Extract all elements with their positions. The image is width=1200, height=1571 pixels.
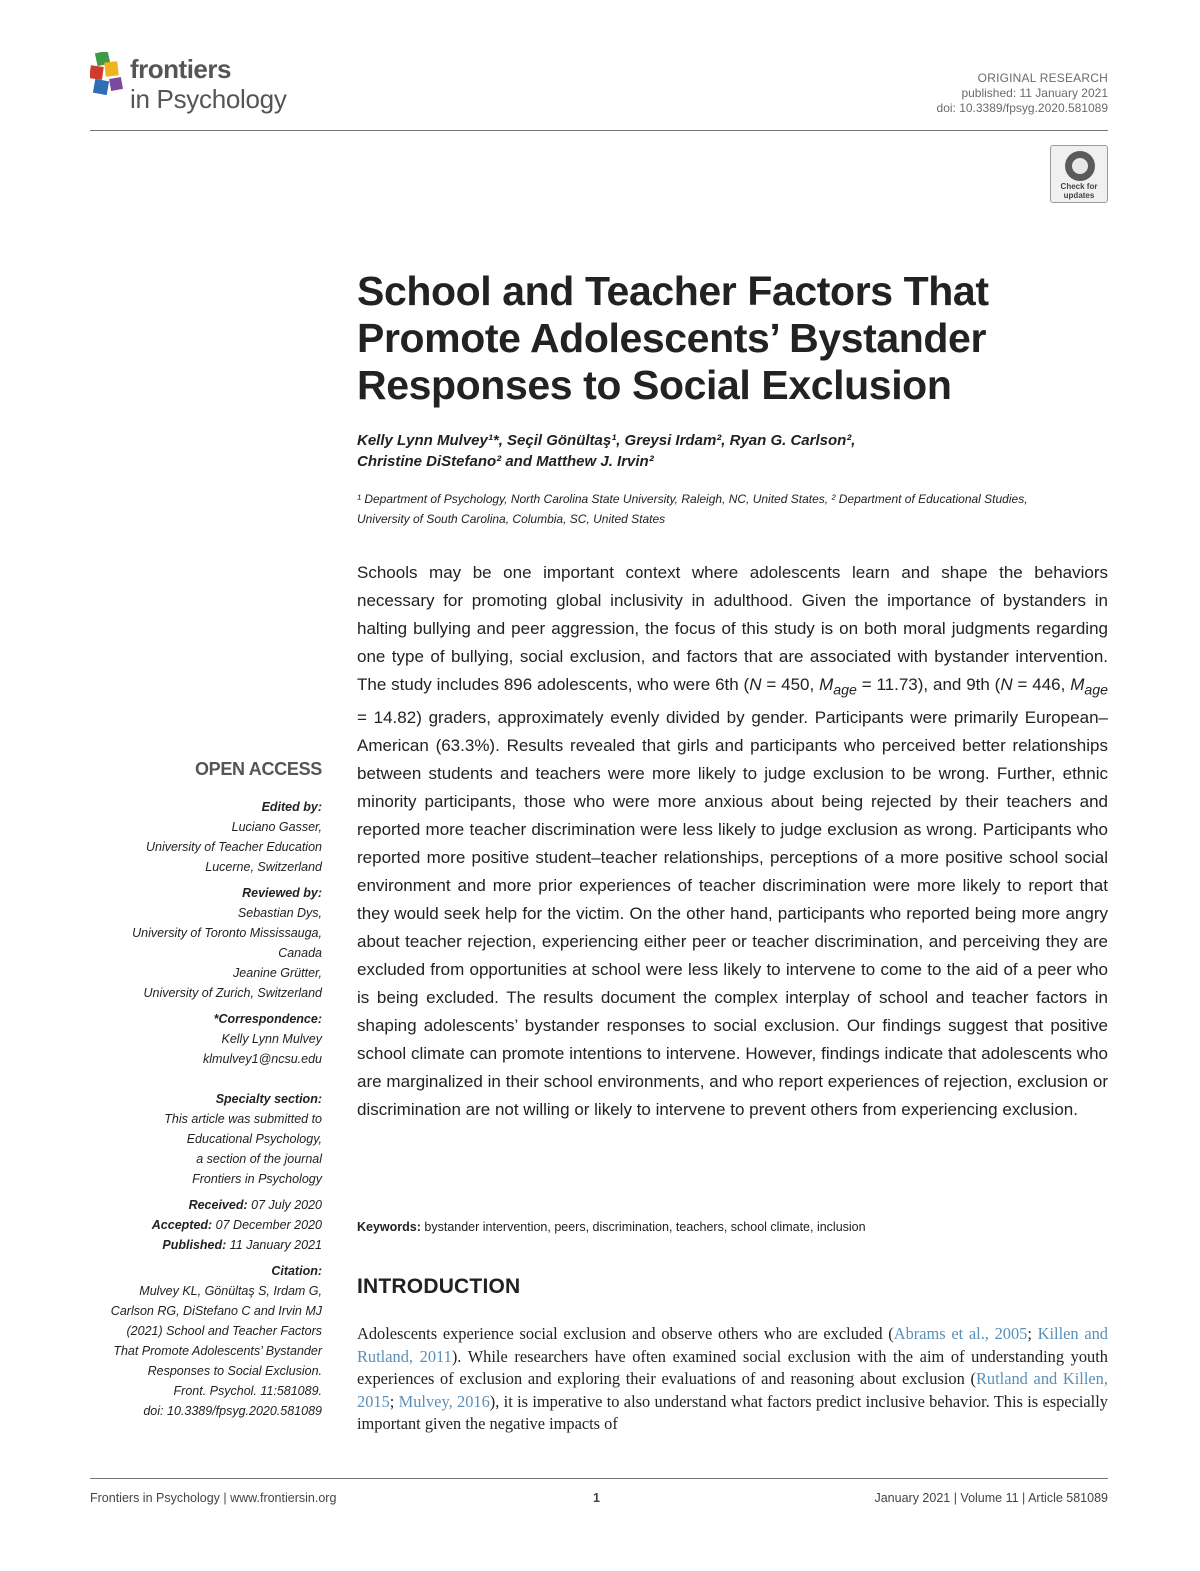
specialty-line: Frontiers in Psychology bbox=[192, 1172, 322, 1186]
citation-line: (2021) School and Teacher Factors bbox=[126, 1324, 322, 1338]
editor-line: Lucerne, Switzerland bbox=[205, 860, 322, 874]
journal-logo[interactable] bbox=[90, 50, 330, 114]
article-meta bbox=[937, 71, 1108, 116]
citation-line: That Promote Adolescents’ Bystander bbox=[113, 1344, 322, 1358]
article-type: ORIGINAL RESEARCH bbox=[977, 71, 1108, 85]
article-sidebar bbox=[90, 757, 322, 1421]
published-date: published: 11 January 2021 bbox=[961, 86, 1108, 100]
reviewer-line: Sebastian Dys, bbox=[237, 906, 322, 920]
abstract-text-5: = 14.82) graders, approximately evenly divided by gender. Participants were primarily European–American (63.3%). Results revealed that girls and participants who perceived better relationships between students and teachers were more likely to judge exclusion to be wrong. Further, ethnic minority participants, those who were more anxious about being rejected by their teachers and reported more teacher discrimination were less likely to judge exclusion as wrong. Participants who reported more positive student–teacher relationships, perceptions of a more positive school social environment and more prior experiences of teacher discrimination were more likely to report that they would seek help for the victim. On the other hand, participants who reported being more angry about teacher rejection, experiencing either peer or teacher discrimination, and perceiving they are excluded from opportunities at school were less likely to intervene to come to the aid of a peer who is being excluded. The results document the complex interplay of school and teacher factors in shaping adolescents’ bystander responses to social exclusion. Our findings suggest that positive school climate can promote intentions to intervene. However, findings indicate that adolescents who are marginalized in their school environments, and who report experiences of rejection, exclusion or discrimination are not willing or likely to intervene to prevent others from experiencing exclusion. bbox=[357, 708, 1108, 1120]
frontiers-logo-icon bbox=[90, 52, 130, 100]
keywords-label: Keywords: bbox=[357, 1220, 421, 1234]
published-label: Published: bbox=[162, 1238, 227, 1252]
stat-m: M bbox=[819, 675, 834, 694]
footer-divider bbox=[90, 1478, 1108, 1479]
citation-link-mulvey[interactable]: Mulvey, 2016 bbox=[398, 1391, 490, 1411]
editor-line: University of Teacher Education bbox=[145, 840, 322, 854]
abstract-text-1: Schools may be one important context where adolescents learn and shape the behaviors necessary for promoting global inclusivity in adulthood. Given the importance of bystanders in halting bullying and peer aggression, the focus of this study is on both moral judgments regarding one type of bullying, social exclusion, and factors that are associated with bystander intervention. The study includes 896 adolescents, who were 6th ( bbox=[357, 563, 1108, 694]
citation-link-rutland[interactable]: Rutland and Killen, 2015 bbox=[357, 1369, 1108, 1411]
published-value: 11 January 2021 bbox=[226, 1238, 322, 1252]
abstract-text-4: = 446, bbox=[1012, 675, 1071, 694]
citation-link-abrams[interactable]: Abrams et al., 2005 bbox=[893, 1324, 1028, 1343]
abstract bbox=[357, 559, 1108, 1124]
received-date bbox=[90, 1195, 322, 1215]
intro-text-5: ), it is imperative to also understand what factors predict inclusive behavior. This is especially important given the negative impacts of bbox=[357, 1391, 1108, 1433]
accepted-date bbox=[90, 1215, 322, 1235]
intro-text-4: ; bbox=[389, 1391, 399, 1411]
journal-name-line2: in Psychology bbox=[130, 84, 287, 114]
stat-age-subscript: age bbox=[833, 682, 857, 699]
specialty-line: This article was submitted to bbox=[164, 1112, 322, 1126]
reviewer-line: Jeanine Grütter, bbox=[233, 966, 322, 980]
check-for-updates-button[interactable] bbox=[1050, 145, 1108, 203]
correspondence-email-link[interactable]: klmulvey1@ncsu.edu bbox=[203, 1052, 322, 1066]
specialty-line: a section of the journal bbox=[196, 1152, 322, 1166]
specialty-line: Educational Psychology, bbox=[186, 1132, 322, 1146]
reviewer-line: University of Toronto Mississauga, bbox=[132, 926, 322, 940]
footer-issue-info: January 2021 | Volume 11 | Article 581089 bbox=[874, 1491, 1108, 1505]
citation-doi-link[interactable]: doi: 10.3389/fpsyg.2020.581089 bbox=[143, 1404, 322, 1418]
citation-line: Front. Psychol. 11:581089. bbox=[173, 1384, 322, 1398]
abstract-text-2: = 450, bbox=[761, 675, 820, 694]
editor-line: Luciano Gasser, bbox=[231, 820, 322, 834]
citation-line: Responses to Social Exclusion. bbox=[147, 1364, 322, 1378]
reviewer-line: University of Zurich, Switzerland bbox=[143, 986, 322, 1000]
received-label: Received: bbox=[188, 1198, 248, 1212]
citation-label: Citation: bbox=[271, 1264, 322, 1278]
authors-line-2: Christine DiStefano² and Matthew J. Irvin² bbox=[357, 453, 654, 470]
correspondence-name: Kelly Lynn Mulvey bbox=[221, 1032, 322, 1046]
introduction-paragraph bbox=[357, 1323, 1108, 1436]
stat-m-2: M bbox=[1070, 675, 1085, 694]
page-number: 1 bbox=[593, 1491, 600, 1505]
specialty-section-label: Specialty section: bbox=[215, 1092, 322, 1106]
stat-age-subscript-2: age bbox=[1084, 682, 1108, 699]
intro-text-2: ; bbox=[1027, 1324, 1038, 1343]
citation-link-killen[interactable]: Killen and Rutland, 2011 bbox=[357, 1324, 1108, 1366]
intro-text-1: Adolescents experience social exclusion and observe others who are excluded ( bbox=[357, 1324, 894, 1343]
header-divider bbox=[90, 130, 1108, 131]
check-updates-label: Check for updates bbox=[1060, 182, 1098, 200]
update-icon bbox=[1065, 151, 1095, 181]
keywords bbox=[357, 1218, 1108, 1236]
open-access-label: OPEN ACCESS bbox=[194, 759, 322, 779]
accepted-label: Accepted: bbox=[151, 1218, 213, 1232]
stat-n-2: N bbox=[1000, 675, 1013, 694]
footer-journal-link[interactable]: Frontiers in Psychology | www.frontiersin.org bbox=[90, 1491, 337, 1505]
author-list bbox=[357, 430, 1057, 472]
received-value: 07 July 2020 bbox=[247, 1198, 322, 1212]
citation-line: Mulvey KL, Gönültaş S, Irdam G, bbox=[139, 1284, 322, 1298]
intro-text-3: ). While researchers have often examined social exclusion with the aim of understanding youth experiences of exclusion and exploring their evaluations of and reasoning about exclusion ( bbox=[357, 1346, 1108, 1388]
abstract-text-3: = 11.73), and 9th ( bbox=[856, 675, 1001, 694]
journal-name-line1: frontiers bbox=[130, 54, 231, 84]
accepted-value: 07 December 2020 bbox=[212, 1218, 322, 1232]
edited-by-label: Edited by: bbox=[261, 800, 322, 814]
reviewer-line: Canada bbox=[278, 946, 322, 960]
authors-line-1: Kelly Lynn Mulvey¹*, Seçil Gönültaş¹, Greysi Irdam², Ryan G. Carlson², bbox=[357, 432, 856, 449]
correspondence-label: *Correspondence: bbox=[213, 1012, 322, 1026]
article-doi[interactable]: doi: 10.3389/fpsyg.2020.581089 bbox=[936, 101, 1108, 115]
citation-line: Carlson RG, DiStefano C and Irvin MJ bbox=[110, 1304, 322, 1318]
reviewed-by-label: Reviewed by: bbox=[242, 886, 322, 900]
published-date-sidebar bbox=[90, 1235, 322, 1255]
affiliations: ¹ Department of Psychology, North Carolina State University, Raleigh, NC, United States, ² Department of Educational Studies, University of South Carolina, Columbia, SC, United States bbox=[357, 492, 1028, 526]
section-heading-introduction: INTRODUCTION bbox=[357, 1275, 521, 1298]
article-title: School and Teacher Factors That Promote Adolescents’ Bystander Responses to Social Exclusion bbox=[357, 268, 989, 408]
stat-n: N bbox=[749, 675, 762, 694]
keywords-list: bystander intervention, peers, discrimination, teachers, school climate, inclusion bbox=[424, 1220, 866, 1234]
